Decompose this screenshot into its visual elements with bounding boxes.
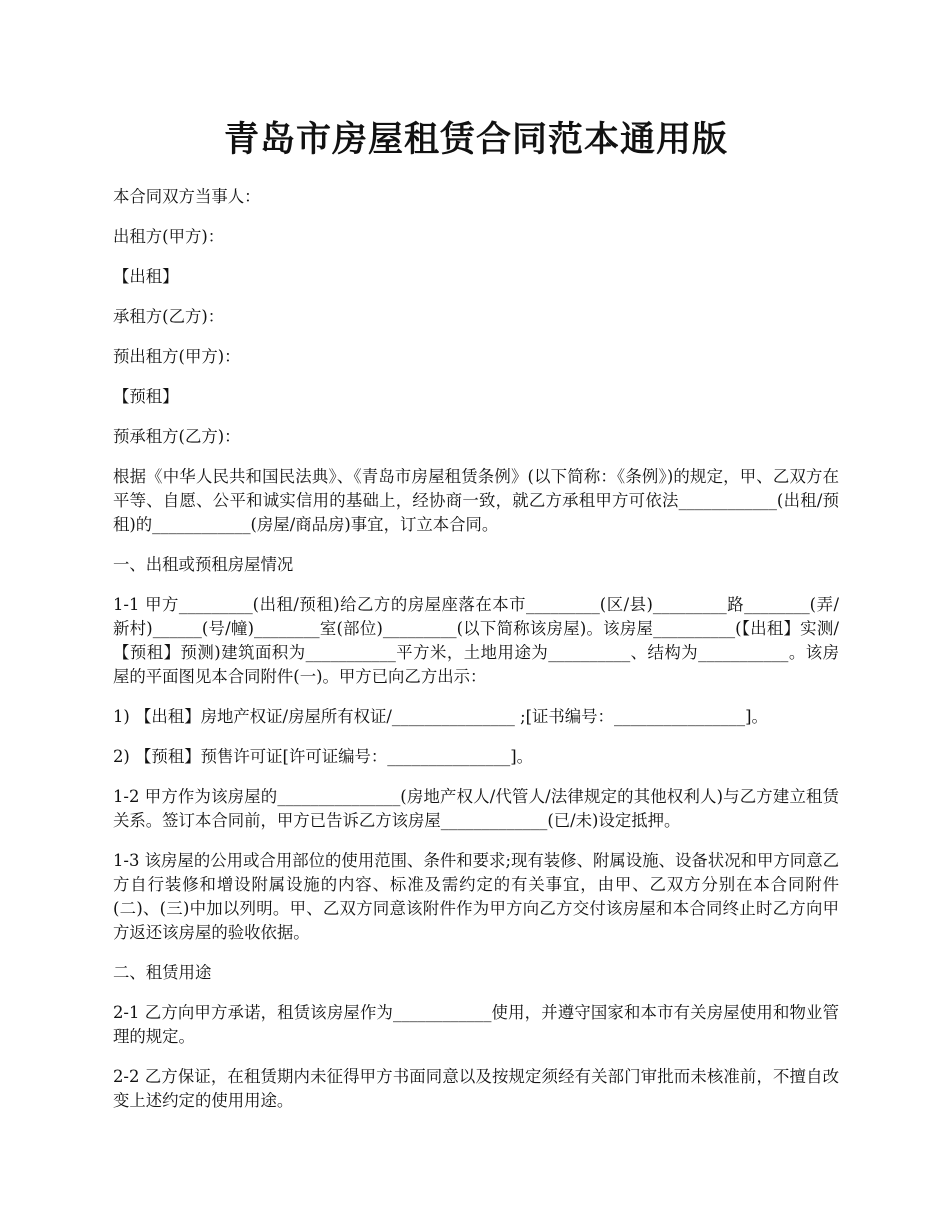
clause-1-1: 1-1 甲方_________(出租/预租)给乙方的房屋座落在本市_________(区/县)_________路________(弄/新村)______(号/幢)________室(部位)_________(以下简称该房屋)。该房屋__________(【出租】实测/【预租】预测)建筑面积为___________平方米，土地用途为__________、结构为___________。该房屋的平面图见本合同附件(一)。甲方已向乙方出示：: [113, 595, 839, 686]
lessee-label: 承租方(乙方)：: [113, 307, 225, 326]
parties-intro: 本合同双方当事人：: [113, 187, 261, 206]
clause-1-1-item-1: 1) 【出租】房地产权证/房屋所有权证/_______________ ;[证书编号：________________]。: [113, 707, 768, 726]
section-heading-2: 二、租赁用途: [113, 963, 212, 982]
pre-lease-tag: 【预租】: [113, 387, 179, 406]
clause-2-1: 2-1 乙方向甲方承诺，租赁该房屋作为____________使用，并遵守国家和本市有关房屋使用和物业管理的规定。: [113, 1003, 839, 1046]
document-title: 青岛市房屋租赁合同范本通用版: [223, 119, 728, 160]
clause-2-2: 2-2 乙方保证，在租赁期内未征得甲方书面同意以及按规定须经有关部门审批而未核准前，不擅自改变上述约定的使用用途。: [113, 1067, 839, 1110]
section-heading-1: 一、出租或预租房屋情况: [113, 555, 294, 574]
lease-tag: 【出租】: [113, 267, 179, 286]
clause-1-1-item-2: 2) 【预租】预售许可证[许可证编号：_______________]。: [113, 747, 534, 766]
preamble-paragraph: 根据《中华人民共和国民法典》、《青岛市房屋租赁条例》(以下简称：《条例》)的规定，甲、乙双方在平等、自愿、公平和诚实信用的基础上，经协商一致，就乙方承租甲方可依法____________(出租/预租)的____________(房屋/商品房)事宜，订立本合同。: [113, 467, 839, 534]
pre-lessee-label: 预承租方(乙方)：: [113, 427, 241, 446]
clause-1-2: 1-2 甲方作为该房屋的_______________(房地产权人/代管人/法律规定的其他权利人)与乙方建立租赁关系。签订本合同前，甲方已告诉乙方该房屋_____________(已/未)设定抵押。: [113, 787, 839, 830]
lessor-label: 出租方(甲方)：: [113, 227, 225, 246]
pre-lessor-label: 预出租方(甲方)：: [113, 347, 241, 366]
clause-1-3: 1-3 该房屋的公用或合用部位的使用范围、条件和要求;现有装修、附属设施、设备状况和甲方同意乙方自行装修和增设附属设施的内容、标准及需约定的有关事宜，由甲、乙双方分别在本合同附件(二)、(三)中加以列明。甲、乙双方同意该附件作为甲方向乙方交付该房屋和本合同终止时乙方向甲方返还该房屋的验收依据。: [113, 851, 839, 942]
